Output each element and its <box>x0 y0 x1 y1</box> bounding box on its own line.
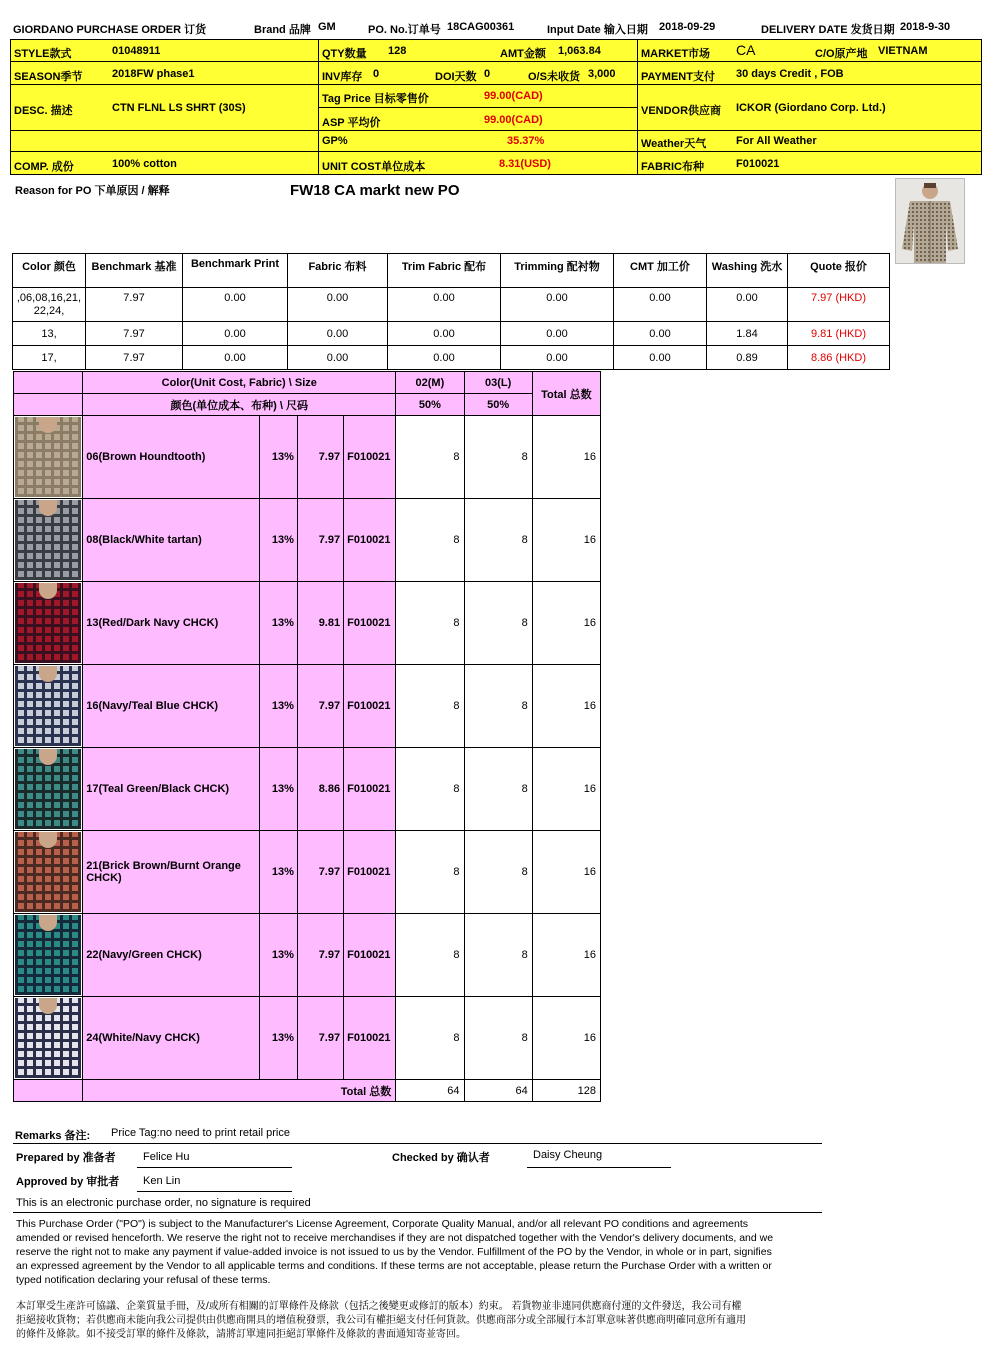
product-swatch <box>15 749 81 829</box>
comp-label: COMP. 成份 <box>14 161 74 173</box>
bench-color: 13, <box>13 322 86 346</box>
product-swatch <box>15 666 81 746</box>
matrix-row <box>14 831 601 914</box>
market-row <box>637 39 982 62</box>
matrix-color-name: 16(Navy/Teal Blue CHCK) <box>83 665 260 748</box>
matrix-fabric: F010021 <box>344 499 396 582</box>
bench-print: 0.00 <box>183 322 288 346</box>
matrix-photo-header <box>14 372 83 394</box>
weather-row <box>637 130 982 152</box>
brand-value: GM <box>318 21 336 33</box>
vendor-value: ICKOR (Giordano Corp. Ltd.) <box>736 102 886 114</box>
matrix-qty-m: 8 <box>396 416 464 499</box>
matrix-qty-l: 8 <box>464 914 532 997</box>
checked-label: Checked by 确认者 <box>392 1152 490 1164</box>
gp-label: GP% <box>322 135 348 147</box>
product-swatch-cell <box>14 748 83 831</box>
matrix-fabric: F010021 <box>344 582 396 665</box>
size-matrix-table <box>13 371 601 1102</box>
desc-value: CTN FLNL LS SHRT (30S) <box>112 102 246 114</box>
bench-benchmark: 7.97 <box>86 288 183 322</box>
bench-washing: 0.89 <box>707 346 788 370</box>
bench-trimming: 0.00 <box>501 346 614 370</box>
tag-price-value: 99.00(CAD) <box>484 90 543 102</box>
payment-value: 30 days Credit , FOB <box>736 68 844 80</box>
inv-label: INV库存 <box>322 71 363 83</box>
matrix-qty-m: 8 <box>396 665 464 748</box>
bench-cmt: 0.00 <box>614 322 707 346</box>
product-swatch <box>15 500 81 580</box>
po-number-label: PO. No.订单号 <box>368 24 441 36</box>
matrix-fabric: F010021 <box>344 416 396 499</box>
size-m-pct: 50% <box>396 394 464 416</box>
matrix-cost: 7.97 <box>297 499 343 582</box>
vendor-row <box>637 84 982 131</box>
desc-row <box>10 84 319 131</box>
bench-trimming: 0.00 <box>501 322 614 346</box>
unit-cost-value: 8.31(USD) <box>499 158 551 170</box>
col-benchmark: Benchmark 基准 <box>86 254 183 288</box>
input-date-value: 2018-09-29 <box>659 21 716 33</box>
matrix-cost: 7.97 <box>297 416 343 499</box>
matrix-row <box>14 499 601 582</box>
matrix-color-name: 17(Teal Green/Black CHCK) <box>83 748 260 831</box>
product-swatch <box>15 417 81 497</box>
matrix-color-name: 22(Navy/Green CHCK) <box>83 914 260 997</box>
bench-trimming: 0.00 <box>501 288 614 322</box>
matrix-color-name: 24(White/Navy CHCK) <box>83 997 260 1080</box>
season-row <box>10 61 319 85</box>
bench-quote: 8.86 (HKD) <box>788 346 890 370</box>
comp-row <box>10 151 319 175</box>
matrix-photo-subheader <box>14 394 83 416</box>
product-swatch-cell <box>14 997 83 1080</box>
terms-en-line: typed notification declaring your refusal of these terms. <box>16 1274 271 1286</box>
benchmark-table <box>12 253 890 370</box>
matrix-row <box>14 665 601 748</box>
tag-price-label: Tag Price 目标零售价 <box>322 93 429 105</box>
col-trim-fabric: Trim Fabric 配布 <box>388 254 501 288</box>
bench-fabric: 0.00 <box>288 346 388 370</box>
unit-cost-label: UNIT COST单位成本 <box>322 161 426 173</box>
bench-trim-fabric: 0.00 <box>388 322 501 346</box>
divider <box>13 1212 822 1213</box>
matrix-pct: 13% <box>259 831 297 914</box>
bench-quote: 7.97 (HKD) <box>788 288 890 322</box>
bench-washing: 0.00 <box>707 288 788 322</box>
bench-print: 0.00 <box>183 288 288 322</box>
qty-row <box>318 39 638 62</box>
matrix-qty-m: 8 <box>396 582 464 665</box>
terms-en-line: This Purchase Order ("PO") is subject to the Manufacturer's License Agreement, Corporate Quality Manual, and/or all relevant PO conditions and agreements <box>16 1218 748 1230</box>
benchmark-header-row <box>13 254 890 288</box>
matrix-qty-l: 8 <box>464 748 532 831</box>
input-date-label: Input Date 输入日期 <box>547 24 648 36</box>
inv-row <box>318 61 638 85</box>
matrix-qty-m: 8 <box>396 831 464 914</box>
matrix-pct: 13% <box>259 416 297 499</box>
tag-price-row <box>318 84 638 108</box>
style-row <box>10 39 319 62</box>
benchmark-row <box>13 288 890 322</box>
bench-trim-fabric: 0.00 <box>388 346 501 370</box>
matrix-qty-l: 8 <box>464 582 532 665</box>
matrix-cost: 8.86 <box>297 748 343 831</box>
prepared-line <box>137 1167 292 1168</box>
matrix-cost: 9.81 <box>297 582 343 665</box>
bench-benchmark: 7.97 <box>86 346 183 370</box>
benchmark-row <box>13 322 890 346</box>
matrix-qty-l: 8 <box>464 665 532 748</box>
market-value: CA <box>736 42 756 58</box>
matrix-row <box>14 997 601 1080</box>
qty-value: 128 <box>388 45 407 57</box>
bench-fabric: 0.00 <box>288 288 388 322</box>
total-all: 128 <box>532 1080 600 1102</box>
doi-label: DOI天数 <box>435 71 477 83</box>
product-swatch-cell <box>14 831 83 914</box>
product-swatch <box>15 915 81 995</box>
col-benchmark-print: Benchmark Print <box>183 254 288 288</box>
total-header: Total 总数 <box>532 372 600 416</box>
matrix-cost: 7.97 <box>297 831 343 914</box>
os-label: O/S未收货 <box>528 71 580 83</box>
market-label: MARKET市场 <box>641 48 711 60</box>
style-value: 01048911 <box>112 45 161 57</box>
matrix-color-name: 21(Brick Brown/Burnt Orange CHCK) <box>83 831 260 914</box>
bench-color: 17, <box>13 346 86 370</box>
matrix-color-header: Color(Unit Cost, Fabric) \ Size <box>83 372 396 394</box>
col-color: Color 颜色 <box>13 254 86 288</box>
desc-label: DESC. 描述 <box>14 105 73 117</box>
po-number-value: 18CAG00361 <box>447 21 515 33</box>
prepared-value: Felice Hu <box>143 1151 190 1163</box>
size-l-pct: 50% <box>464 394 532 416</box>
product-swatch <box>15 998 81 1078</box>
bench-benchmark: 7.97 <box>86 322 183 346</box>
matrix-cost: 7.97 <box>297 665 343 748</box>
season-label: SEASON季节 <box>14 71 83 83</box>
amt-value: 1,063.84 <box>558 45 601 57</box>
fabric-label: FABRIC布种 <box>641 161 704 173</box>
total-l: 64 <box>464 1080 532 1102</box>
bench-cmt: 0.00 <box>614 288 707 322</box>
prepared-label: Prepared by 准备者 <box>16 1152 116 1164</box>
matrix-qty-total: 16 <box>532 582 600 665</box>
style-label: STYLE款式 <box>14 48 72 60</box>
matrix-row <box>14 748 601 831</box>
terms-en-line: reserve the right not to make any payment if value-added invoice is not issued to us by the Vendor. Fulfillment of the PO by the Vendor, in whole or in part, signifies <box>16 1246 772 1258</box>
matrix-pct: 13% <box>259 665 297 748</box>
matrix-fabric: F010021 <box>344 748 396 831</box>
matrix-color-subheader: 颜色(单位成本、布种) \ 尺码 <box>83 394 396 416</box>
bench-quote: 9.81 (HKD) <box>788 322 890 346</box>
payment-row <box>637 61 982 85</box>
reason-label: Reason for PO 下单原因 / 解释 <box>15 185 170 197</box>
payment-label: PAYMENT支付 <box>641 71 715 83</box>
product-swatch-cell <box>14 582 83 665</box>
season-value: 2018FW phase1 <box>112 68 195 80</box>
approved-value: Ken Lin <box>143 1175 181 1187</box>
matrix-fabric: F010021 <box>344 831 396 914</box>
asp-row <box>318 107 638 131</box>
checked-line <box>527 1167 671 1168</box>
terms-cn-line: 拒絕接收貨物；若供應商未能向我公司提供由供應商開具的增值稅發票，我公司有權拒絕支付任何貨款。供應商部分或全部履行本訂單意味著供應商明確同意所有適用 <box>16 1315 746 1326</box>
matrix-qty-total: 16 <box>532 499 600 582</box>
matrix-qty-total: 16 <box>532 831 600 914</box>
matrix-row <box>14 914 601 997</box>
weather-value: For All Weather <box>736 135 817 147</box>
amt-label: AMT金额 <box>500 48 546 60</box>
matrix-cost: 7.97 <box>297 997 343 1080</box>
matrix-qty-total: 16 <box>532 997 600 1080</box>
col-trimming: Trimming 配衬物 <box>501 254 614 288</box>
bench-print: 0.00 <box>183 346 288 370</box>
asp-label: ASP 平均价 <box>322 117 381 129</box>
inv-value: 0 <box>373 68 380 80</box>
shirt-photo-graphic <box>896 179 964 263</box>
total-row-photo-cell <box>14 1080 83 1102</box>
matrix-pct: 13% <box>259 914 297 997</box>
product-swatch-cell <box>14 416 83 499</box>
matrix-qty-total: 16 <box>532 748 600 831</box>
po-title: GIORDANO PURCHASE ORDER 订货 <box>13 24 207 36</box>
product-swatch <box>15 832 81 912</box>
matrix-qty-total: 16 <box>532 914 600 997</box>
remarks-label: Remarks 备注: <box>15 1130 91 1142</box>
terms-cn-line: 本訂單受生產許可協議、企業質量手冊，及/或所有相關的訂單條件及條款（包括之後變更或修訂的版本）約束。 若貨物並非連同供應商付運的文件發送，我公司有權 <box>16 1301 742 1312</box>
matrix-qty-l: 8 <box>464 499 532 582</box>
size-m-header: 02(M) <box>396 372 464 394</box>
matrix-fabric: F010021 <box>344 914 396 997</box>
os-value: 3,000 <box>588 68 616 80</box>
brand-label: Brand 品牌 <box>254 24 311 36</box>
order-info-block <box>10 39 982 175</box>
matrix-qty-m: 8 <box>396 914 464 997</box>
bench-fabric: 0.00 <box>288 322 388 346</box>
blank-row <box>10 130 319 152</box>
matrix-pct: 13% <box>259 499 297 582</box>
matrix-row <box>14 416 601 499</box>
terms-en-line: an expressed agreement by the Vendor to all applicable terms and conditions. If these terms are not acceptable, please return the Purchase Order with a written or <box>16 1260 772 1272</box>
co-label: C/O原产地 <box>815 48 868 60</box>
matrix-pct: 13% <box>259 582 297 665</box>
matrix-qty-l: 8 <box>464 416 532 499</box>
product-photo <box>895 178 965 264</box>
bench-washing: 1.84 <box>707 322 788 346</box>
bench-trim-fabric: 0.00 <box>388 288 501 322</box>
approved-line <box>137 1191 292 1192</box>
matrix-pct: 13% <box>259 997 297 1080</box>
divider <box>13 1143 822 1144</box>
matrix-color-name: 06(Brown Houndtooth) <box>83 416 260 499</box>
matrix-qty-l: 8 <box>464 997 532 1080</box>
benchmark-row <box>13 346 890 370</box>
remarks-value: Price Tag:no need to print retail price <box>111 1127 290 1139</box>
co-value: VIETNAM <box>878 45 928 57</box>
fabric-value: F010021 <box>736 158 780 170</box>
matrix-qty-total: 16 <box>532 665 600 748</box>
terms-cn-line: 的條件及條款。如不接受訂單的條件及條款，請將訂單連同拒絕訂單條件及條款的書面通知寄並寄回。 <box>16 1329 466 1340</box>
matrix-qty-m: 8 <box>396 997 464 1080</box>
weather-label: Weather天气 <box>641 138 707 150</box>
asp-value: 99.00(CAD) <box>484 114 543 126</box>
matrix-color-name: 08(Black/White tartan) <box>83 499 260 582</box>
matrix-subheader-row <box>14 394 601 416</box>
matrix-header-row <box>14 372 601 394</box>
vendor-label: VENDOR供应商 <box>641 105 722 117</box>
fabric-row <box>637 151 982 175</box>
gp-value: 35.37% <box>507 135 545 147</box>
qty-label: QTY数量 <box>322 48 367 60</box>
reason-value: FW18 CA markt new PO <box>290 182 460 199</box>
total-m: 64 <box>396 1080 464 1102</box>
comp-value: 100% cotton <box>112 158 177 170</box>
product-swatch-cell <box>14 665 83 748</box>
product-swatch-cell <box>14 499 83 582</box>
matrix-qty-m: 8 <box>396 748 464 831</box>
delivery-date-label: DELIVERY DATE 发货日期 <box>761 24 895 36</box>
electronic-note: This is an electronic purchase order, no signature is required <box>16 1197 311 1209</box>
matrix-pct: 13% <box>259 748 297 831</box>
doi-value: 0 <box>484 68 491 80</box>
total-label: Total 总数 <box>83 1080 396 1102</box>
product-swatch-cell <box>14 914 83 997</box>
delivery-date-value: 2018-9-30 <box>900 21 951 33</box>
matrix-color-name: 13(Red/Dark Navy CHCK) <box>83 582 260 665</box>
gp-row <box>318 130 638 152</box>
matrix-total-row <box>14 1080 601 1102</box>
matrix-row <box>14 582 601 665</box>
matrix-qty-total: 16 <box>532 416 600 499</box>
col-fabric: Fabric 布料 <box>288 254 388 288</box>
col-washing: Washing 洗水 <box>707 254 788 288</box>
matrix-fabric: F010021 <box>344 997 396 1080</box>
matrix-cost: 7.97 <box>297 914 343 997</box>
matrix-qty-m: 8 <box>396 499 464 582</box>
bench-cmt: 0.00 <box>614 346 707 370</box>
checked-value: Daisy Cheung <box>533 1149 603 1161</box>
product-swatch <box>15 583 81 663</box>
size-l-header: 03(L) <box>464 372 532 394</box>
matrix-fabric: F010021 <box>344 665 396 748</box>
bench-color: ,06,08,16,21, 22,24, <box>13 288 86 322</box>
unit-cost-row <box>318 151 638 175</box>
col-cmt: CMT 加工价 <box>614 254 707 288</box>
approved-label: Approved by 审批者 <box>16 1176 120 1188</box>
matrix-qty-l: 8 <box>464 831 532 914</box>
col-quote: Quote 报价 <box>788 254 890 288</box>
terms-en-line: amended or revised henceforth. We reserve the right not to receive merchandises if they are not dispatched together with the Vendor's delivery documents, and we <box>16 1232 774 1244</box>
